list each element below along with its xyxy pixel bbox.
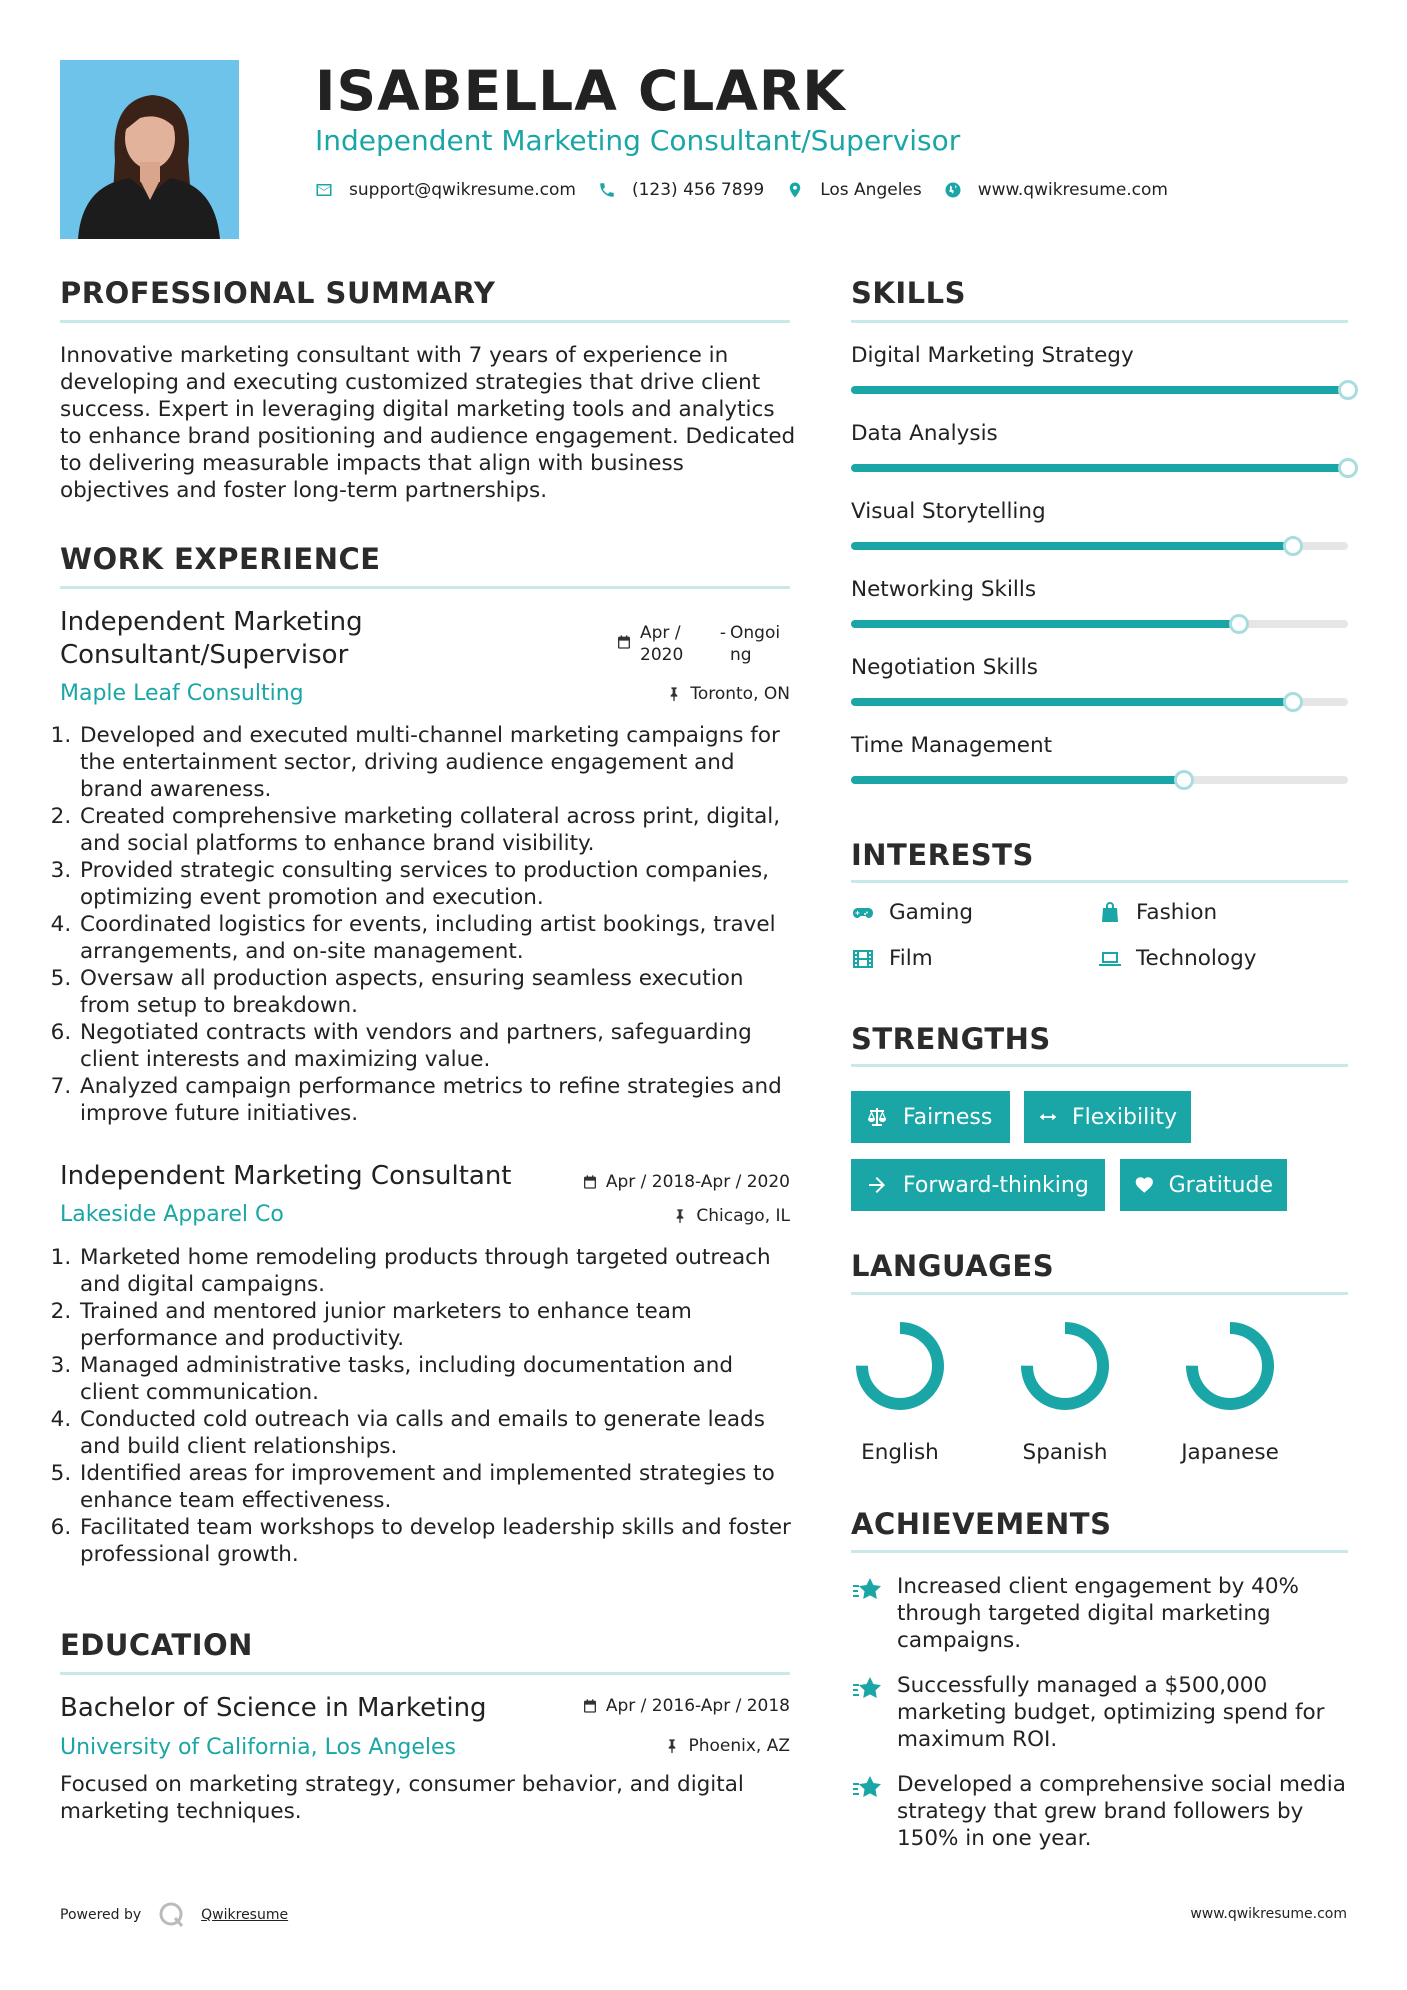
skill-label: Networking Skills — [851, 577, 1037, 602]
language-item — [840, 1318, 960, 1465]
job-location — [666, 684, 790, 704]
language-item — [1170, 1318, 1290, 1465]
qwikresume-logo-icon — [157, 1900, 187, 1930]
contact-website[interactable] — [944, 180, 1168, 200]
section-divider — [60, 1672, 790, 1675]
job-location — [672, 1206, 790, 1226]
footer-url[interactable]: www.qwikresume.com — [1190, 1906, 1347, 1922]
list-item: 5. Identified areas for improvement and implemented strategies to enhance team effectiveness. — [78, 1460, 794, 1514]
list-item: 4. Coordinated logistics for events, including artist bookings, travel arrangements, and on-site management. — [78, 911, 794, 965]
interest-fashion — [1098, 900, 1217, 925]
skill-knob — [1338, 380, 1358, 400]
powered-by-text: Powered by — [60, 1907, 142, 1923]
skill-fill — [851, 386, 1348, 394]
balance-scale-icon — [865, 1105, 889, 1129]
skill-knob — [1283, 692, 1303, 712]
company-name: Maple Leaf Consulting — [60, 681, 304, 706]
laptop-icon — [1098, 947, 1122, 971]
list-item: 3. Managed administrative tasks, including documentation and client communication. — [78, 1352, 794, 1406]
phone-icon — [598, 181, 616, 199]
job-date — [582, 1172, 790, 1192]
skill-fill — [851, 776, 1184, 784]
contact-email[interactable] — [315, 180, 576, 200]
skill-track — [851, 542, 1348, 550]
section-divider — [60, 320, 790, 323]
skill-fill — [851, 542, 1293, 550]
education-location-text: Phoenix, AZ — [688, 1736, 790, 1756]
section-heading-experience: WORK EXPERIENCE — [60, 542, 381, 576]
section-heading-education: EDUCATION — [60, 1628, 253, 1662]
section-heading-interests: INTERESTS — [851, 838, 1034, 872]
skill-knob — [1174, 770, 1194, 790]
education-location — [664, 1736, 790, 1756]
skill-fill — [851, 698, 1293, 706]
contact-phone[interactable] — [598, 180, 764, 200]
star-icon — [851, 1773, 883, 1803]
interest-label: Fashion — [1136, 900, 1218, 925]
interest-label: Technology — [1136, 946, 1257, 971]
footer-powered-by — [60, 1900, 288, 1930]
email-text: support@qwikresume.com — [349, 180, 576, 200]
skill-label: Time Management — [851, 733, 1053, 758]
skill-label: Negotiation Skills — [851, 655, 1038, 680]
achievement-text: Successfully managed a $500,000 marketing budget, optimizing spend for maximum ROI. — [897, 1673, 1325, 1752]
arrows-horizontal-icon — [1038, 1105, 1058, 1129]
job-location-text: Chicago, IL — [696, 1206, 790, 1226]
language-label: Spanish — [1022, 1440, 1108, 1465]
skill-track — [851, 620, 1348, 628]
strength-tag — [1024, 1091, 1191, 1143]
interest-label: Film — [889, 946, 933, 971]
skill-knob — [1229, 614, 1249, 634]
job-title: Independent Marketing Consultant — [60, 1161, 512, 1191]
list-item: 1. Marketed home remodeling products through targeted outreach and digital campaigns. — [78, 1244, 794, 1298]
achievement-text: Developed a comprehensive social media strategy that grew brand followers by 150% in one year. — [897, 1772, 1346, 1851]
heart-icon — [1134, 1173, 1155, 1197]
job-title: Independent Marketing Consultant/Supervisor — [60, 607, 363, 670]
film-icon — [851, 947, 875, 971]
interest-label: Gaming — [889, 900, 974, 925]
list-item: 1. Developed and executed multi-channel marketing campaigns for the entertainment sector, driving audience engagement and brand awareness. — [78, 722, 794, 803]
section-divider — [851, 880, 1348, 883]
pushpin-icon — [672, 1208, 688, 1224]
skill-knob — [1338, 458, 1358, 478]
star-icon — [851, 1575, 883, 1605]
company-name: Lakeside Apparel Co — [60, 1202, 284, 1227]
list-item: 2. Created comprehensive marketing collateral across print, digital, and social platforms to enhance brand visibility. — [78, 803, 794, 857]
pushpin-icon — [664, 1738, 680, 1754]
strength-label: Forward-thinking — [903, 1172, 1089, 1198]
language-ring — [1017, 1318, 1113, 1414]
achievement-item — [851, 1573, 1351, 1654]
strength-label: Flexibility — [1072, 1104, 1177, 1130]
candidate-name: ISABELLA CLARK — [315, 59, 846, 123]
skill-track — [851, 386, 1348, 394]
arrow-right-icon — [865, 1173, 889, 1197]
section-heading-skills: SKILLS — [851, 276, 966, 310]
language-ring — [852, 1318, 948, 1414]
strength-label: Gratitude — [1168, 1172, 1273, 1198]
phone-text: (123) 456 7899 — [631, 180, 765, 200]
star-icon — [851, 1674, 883, 1704]
skill-label: Visual Storytelling — [851, 499, 1046, 524]
job-date: Apr / 2020 - Ongoing — [616, 622, 786, 666]
section-divider — [851, 1064, 1348, 1067]
website-text: www.qwikresume.com — [977, 180, 1168, 200]
list-item: 6. Facilitated team workshops to develop leadership skills and foster professional growth. — [78, 1514, 794, 1568]
degree-title: Bachelor of Science in Marketing — [60, 1693, 487, 1723]
achievement-item — [851, 1771, 1351, 1852]
section-heading-summary: PROFESSIONAL SUMMARY — [60, 276, 496, 310]
summary-text: Innovative marketing consultant with 7 years of experience in developing and executing customized strategies that drive client success. Expert in leveraging digital marketing tools and analytics to enhance brand positioning and audience engagement. Dedicated to delivering measurable impacts that align with business objectives and foster long-term partnerships. — [60, 343, 796, 503]
achievement-item — [851, 1672, 1351, 1753]
skill-track — [851, 698, 1348, 706]
interest-film — [851, 946, 933, 971]
envelope-icon — [315, 181, 333, 199]
education-date-text: Apr / 2016-Apr / 2018 — [605, 1696, 790, 1716]
skill-track — [851, 464, 1348, 472]
list-item: 7. Analyzed campaign performance metrics to refine strategies and improve future initiatives. — [78, 1073, 794, 1127]
language-ring — [1182, 1318, 1278, 1414]
profile-photo — [60, 60, 239, 239]
section-heading-achievements: ACHIEVEMENTS — [851, 1507, 1112, 1541]
language-item — [1005, 1318, 1125, 1465]
section-heading-languages: LANGUAGES — [851, 1249, 1055, 1283]
candidate-title: Independent Marketing Consultant/Supervisor — [315, 124, 961, 157]
section-divider — [851, 1292, 1348, 1295]
language-label: Japanese — [1181, 1440, 1279, 1465]
job-bullets — [58, 1244, 794, 1568]
list-item: 4. Conducted cold outreach via calls and emails to generate leads and build client relationships. — [78, 1406, 794, 1460]
skill-label: Data Analysis — [851, 421, 998, 446]
brand-link[interactable]: Qwikresume — [201, 1907, 289, 1923]
contact-bar — [315, 180, 1190, 200]
school-name: University of California, Los Angeles — [60, 1735, 457, 1760]
job-date-text: Apr / 2018-Apr / 2020 — [605, 1172, 790, 1192]
skill-fill — [851, 464, 1348, 472]
calendar-icon — [616, 634, 632, 650]
education-date — [582, 1696, 790, 1716]
language-label: English — [861, 1440, 939, 1465]
gamepad-icon — [851, 901, 875, 925]
list-item: 5. Oversaw all production aspects, ensuring seamless execution from setup to breakdown. — [78, 965, 794, 1019]
job-date-start: Apr / 2020 — [640, 623, 684, 665]
education-description: Focused on marketing strategy, consumer behavior, and digital marketing techniques. — [60, 1772, 744, 1824]
interest-gaming — [851, 900, 973, 925]
location-text: Los Angeles — [820, 180, 922, 200]
globe-icon — [944, 181, 962, 199]
map-pin-icon — [786, 181, 804, 199]
section-divider — [851, 320, 1348, 323]
list-item: 3. Provided strategic consulting services to production companies, optimizing event promotion and execution. — [78, 857, 794, 911]
skill-knob — [1283, 536, 1303, 556]
list-item: 2. Trained and mentored junior marketers to enhance team performance and productivity. — [78, 1298, 794, 1352]
skill-label: Digital Marketing Strategy — [851, 343, 1134, 368]
strength-label: Fairness — [903, 1104, 993, 1130]
strength-tag — [851, 1091, 1010, 1143]
achievement-text: Increased client engagement by 40% through targeted digital marketing campaigns. — [897, 1574, 1299, 1653]
job-location-text: Toronto, ON — [690, 684, 790, 704]
calendar-icon — [582, 1174, 598, 1190]
job-bullets — [58, 722, 794, 1127]
job-date-end: Ongoing — [730, 623, 781, 665]
calendar-icon — [582, 1698, 598, 1714]
shopping-bag-icon — [1098, 901, 1122, 925]
section-heading-strengths: STRENGTHS — [851, 1022, 1051, 1056]
interest-technology — [1098, 946, 1256, 971]
strength-tag — [1120, 1159, 1287, 1211]
contact-location — [786, 180, 922, 200]
pushpin-icon — [666, 686, 682, 702]
section-divider — [60, 586, 790, 589]
section-divider — [851, 1550, 1348, 1553]
skill-fill — [851, 620, 1239, 628]
list-item: 6. Negotiated contracts with vendors and partners, safeguarding client interests and maximizing value. — [78, 1019, 794, 1073]
strength-tag — [851, 1159, 1105, 1211]
skill-track — [851, 776, 1348, 784]
